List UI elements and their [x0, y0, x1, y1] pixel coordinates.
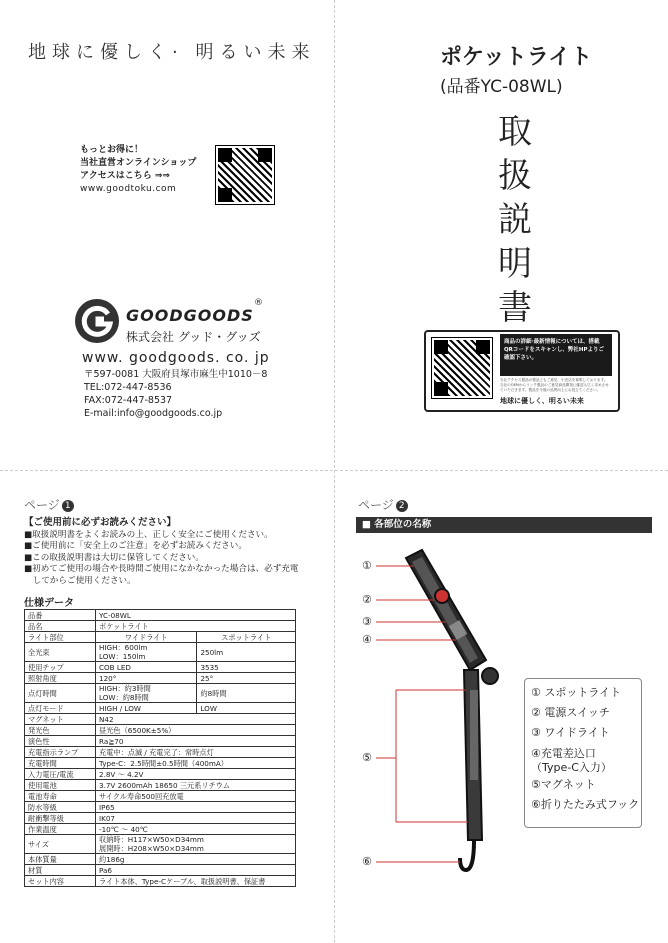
part-name: ① スポットライト — [531, 686, 622, 699]
info-box-small-text: 当社アクセス製品の製品上もご意見、小売店を募集しております。当社のOEMからリンク製品のご意見商品開発に確認も広く求めさせていただきます。製品を今後の品質向上にお役立てください。 — [500, 378, 609, 392]
spec-label: 使用電池 — [25, 780, 96, 791]
spec-value: HIGH / LOW — [96, 703, 197, 714]
spec-label: 演色性 — [25, 736, 96, 747]
tel: TEL:072-447-8536 — [84, 382, 172, 393]
promo-line: 当社直営オンラインショップ — [80, 158, 197, 168]
shop-promo — [80, 144, 196, 196]
spec-value: 3.7V 2600mAh 18650 三元系リチウム — [96, 780, 296, 791]
spec-label: 照射角度 — [25, 673, 96, 684]
fax: FAX:072-447-8537 — [84, 395, 173, 406]
table-row — [25, 865, 296, 876]
spec-value: HIGH：600lm — [99, 643, 148, 652]
table-row — [25, 632, 296, 643]
spec-value: 充電中：点滅 / 充電完了：常時点灯 — [96, 747, 296, 758]
page-2-header — [358, 496, 408, 513]
spec-value: 約8時間 — [197, 684, 296, 703]
spec-value: LOW：約8時間 — [99, 693, 149, 702]
parts-section-heading: ■ 各部位の名称 — [356, 517, 652, 533]
info-box-text: 商品の詳細·最新情報については、搭載QRコードをスキャンし、弊社HPよりご確認下さい。 — [500, 334, 612, 376]
spec-label: セット内容 — [25, 876, 96, 887]
horizontal-fold-line — [0, 470, 668, 471]
notice-item: ■初めてご使用の場合や長時間ご使用になかなかった場合は、必ず充電 — [24, 564, 299, 574]
spec-col-wide: ワイドライト — [96, 632, 197, 643]
marker-4: ④ — [362, 633, 372, 646]
spec-value: サイクル寿命500回充放電 — [96, 791, 296, 802]
spec-label: 点灯時間 — [25, 684, 96, 703]
spec-heading: 仕様データ — [24, 598, 74, 609]
spec-value: YC-08WL — [96, 610, 296, 621]
shop-qr-code[interactable] — [216, 146, 274, 204]
title-char: 説 — [498, 200, 532, 240]
spec-label: 充電指示ランプ — [25, 747, 96, 758]
promo-url[interactable]: www.goodtoku.com — [80, 184, 177, 194]
spec-col-spot: スポットライト — [197, 632, 296, 643]
marker-5: ⑤ — [362, 751, 372, 764]
page-label: ページ — [24, 498, 60, 512]
flashlight-body — [406, 550, 498, 684]
spec-label: 作業温度 — [25, 824, 96, 835]
page-1-header — [24, 496, 74, 513]
table-row — [25, 824, 296, 835]
table-row — [25, 791, 296, 802]
spec-value: 展開時：H208×W50×D34mm — [99, 844, 204, 853]
table-row — [25, 643, 296, 662]
table-row — [25, 673, 296, 684]
part-name: ⑥折りたたみ式フック — [531, 798, 640, 811]
spec-value: 昼光色（6500K±5%） — [96, 725, 296, 736]
brand-name: GOODGOODS — [126, 306, 254, 325]
page-number: 1 — [62, 500, 74, 512]
table-row — [25, 780, 296, 791]
table-row — [25, 725, 296, 736]
table-row — [25, 747, 296, 758]
company-name: 株式会社 グッド・グッズ — [126, 330, 261, 344]
table-row — [25, 714, 296, 725]
spec-value: COB LED — [96, 662, 197, 673]
spec-value: 25° — [197, 673, 296, 684]
spec-value: 120° — [96, 673, 197, 684]
table-row — [25, 802, 296, 813]
email[interactable]: E-mail:info@goodgoods.co.jp — [84, 408, 223, 419]
notice-item: ■取扱説明書をよくお読みの上、正しく安全にご使用ください。 — [24, 529, 273, 540]
hook-stand — [460, 670, 482, 870]
vertical-fold-line — [334, 0, 335, 943]
spec-label: 耐衝撃等級 — [25, 813, 96, 824]
spec-label: マグネット — [25, 714, 96, 725]
company-website[interactable]: www. goodgoods. co. jp — [82, 350, 270, 366]
manual-title-vertical — [495, 110, 535, 330]
spec-label: 品名 — [25, 621, 96, 632]
part-name: ⑤マグネット — [531, 778, 596, 791]
spec-label: 発光色 — [25, 725, 96, 736]
table-row — [25, 662, 296, 673]
notice-item: ■ご使用前に「安全上のご注意」を必ずお読みください。 — [24, 541, 247, 551]
part-name: ④充電差込口 — [531, 747, 596, 760]
spec-label: 本体質量 — [25, 854, 96, 865]
spec-value: ライト本体、Type-Cケーブル、取扱説明書、保証書 — [96, 876, 296, 887]
spec-value: HIGH：約3時間 — [99, 684, 151, 693]
title-char: 取 — [498, 112, 532, 152]
spec-label: ライト部位 — [25, 632, 96, 643]
spec-label: 電池寿命 — [25, 791, 96, 802]
table-row — [25, 736, 296, 747]
address: 〒597-0081 大阪府貝塚市麻生中1010－8 — [84, 369, 268, 380]
table-row — [25, 610, 296, 621]
notice-block — [24, 517, 314, 587]
table-row — [25, 854, 296, 865]
notice-item: ■この取扱説明書は大切に保管してください。 — [24, 552, 204, 563]
spec-value: Pa6 — [96, 865, 296, 876]
registered-mark: ® — [254, 298, 263, 308]
brand-logo-icon — [74, 298, 120, 344]
table-row — [25, 769, 296, 780]
spec-value: 250lm — [197, 643, 296, 662]
table-row — [25, 876, 296, 887]
spec-table — [24, 609, 296, 887]
product-title: ポケットライト — [440, 45, 593, 70]
promo-line: もっとお得に！ — [80, 145, 144, 155]
spec-value: 収納時：H117×W50×D34mm — [99, 835, 204, 844]
spec-value: Type-C：2.5時間±0.5時間（400mA） — [96, 758, 296, 769]
spec-label: サイズ — [25, 835, 96, 854]
spec-label: 使用チップ — [25, 662, 96, 673]
page-number: 2 — [396, 500, 408, 512]
spec-value: LOW — [197, 703, 296, 714]
spec-value: IK07 — [96, 813, 296, 824]
part-name: ③ ワイドライト — [531, 726, 610, 739]
contact-info — [84, 368, 267, 420]
spec-value: ポケットライト — [96, 621, 296, 632]
spec-label: 全光束 — [25, 643, 96, 662]
spec-value: N42 — [96, 714, 296, 725]
spec-value: 2.8V ～ 4.2V — [96, 769, 296, 780]
model-number: (品番YC-08WL) — [440, 77, 563, 97]
table-row — [25, 758, 296, 769]
table-row — [25, 684, 296, 703]
product-illustration — [356, 540, 516, 880]
spec-label: 点灯モード — [25, 703, 96, 714]
title-char: 扱 — [498, 156, 532, 196]
info-box-slogan: 地球に優しく、明るい未来 — [500, 397, 584, 405]
part-name: ② 電源スイッチ — [531, 706, 610, 719]
title-char: 書 — [498, 288, 532, 328]
marker-2: ② — [362, 593, 372, 606]
spec-value: 約186g — [96, 854, 296, 865]
spec-value: Ra≧70 — [96, 736, 296, 747]
notice-item: してからご使用ください。 — [24, 575, 136, 586]
spec-label: 充電時間 — [25, 758, 96, 769]
page-label: ページ — [358, 498, 394, 512]
spec-value: IP65 — [96, 802, 296, 813]
slogan: 地球に優しく· 明るい未来 — [28, 42, 316, 63]
title-char: 明 — [498, 244, 532, 284]
table-row — [25, 835, 296, 854]
spec-label: 品番 — [25, 610, 96, 621]
promo-line: アクセスはこちら ⇒⇒ — [80, 171, 170, 181]
spec-value: 3535 — [197, 662, 296, 673]
info-qr-code[interactable] — [432, 338, 492, 398]
spec-label: 材質 — [25, 865, 96, 876]
spec-value: -10℃ ～ 40℃ — [96, 824, 296, 835]
spec-value: LOW：150lm — [99, 652, 146, 661]
part-name: （Type-C入力） — [531, 761, 612, 774]
table-row — [25, 813, 296, 824]
spec-label: 防水等級 — [25, 802, 96, 813]
table-row — [25, 703, 296, 714]
parts-legend — [524, 678, 642, 828]
notice-heading: 【ご使用前に必ずお読みください】 — [24, 517, 177, 528]
spec-label: 入力電圧/電流 — [25, 769, 96, 780]
marker-6: ⑥ — [362, 855, 372, 868]
table-row — [25, 621, 296, 632]
marker-3: ③ — [362, 615, 372, 628]
marker-1: ① — [362, 559, 372, 572]
